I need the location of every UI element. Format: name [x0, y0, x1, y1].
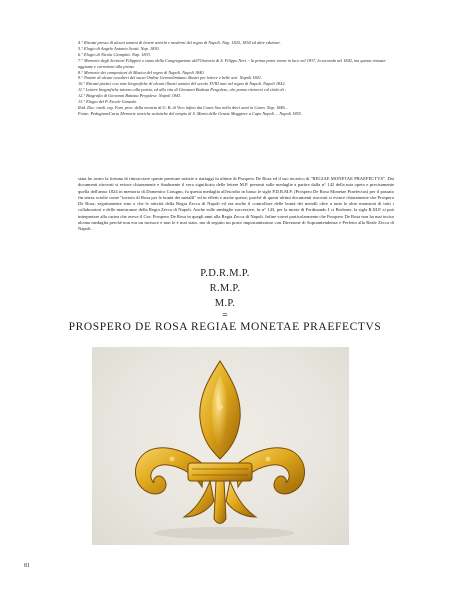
- footnote: Ibid. Doc. inedi. reg. Fam. proc. della moneta di G. B. di Vico infino dai Conte Suo nella dieci anni in Como. Nap. 1846...: [78, 104, 288, 110]
- sigla-line-3: M.P.: [214, 298, 236, 309]
- footnote: 6.° Elogio di Nicola Ciampitti. Nap. 1833.: [78, 51, 151, 57]
- body-paragraph: stata ho avuto la fortuna di rintracciare queste prezione notizie a riattaggi in ultime di Prospero De Rosa ed il suo incarico di "REGIAE MONETAE PRAEFECTVS". Dai documenti ritrovati si evince chiaramente e finalmente il vero significato delle lettere M.P. presenti sulle medaglie a partire dalla n° 142 della mia opera e precisamente quella dell'anno 1824 in memoria di Domenico Cotugno, fu questa medaglia all'esordio in basso le sigle P.D.R.M.P. (Prospero De Rosa Monetae Praefectus) per il passato fin senza sciolte come "incerto di Rosa per le bontà dei metalli" ed in effetti e anche queste, poiché di questi ultimi documenti ritrovati si evince chiaramente che Prospero De Rosa, seguitamente sino a che le attività della Regia Zecca di Napoli ed era anche il controllore delle bontà dei metalli oltre a tutte le altre mansioni di tutti i collaboratori e delle maestranze della Regia Zecca di Napoli. Anche sulle medaglie successive, fu n° 143, per la morte di Ferdinando I ci Borbone, la sigla R.M.P. si può interpretare alla cariea che aveva il Cav. Prospero De Rosa in quegli anni alla Regia Zecca di Napoli. Infine vorrei particolarmente che Prospero De Rosa non ha mai inciso alcuna medaglia perché non era un incisore e non le è mai stato, ma di seguito un posto importantissimo con Direzione di Sopraintendenza e Perfetto alla Reale Zecca di Napoli.: [78, 176, 394, 232]
- footnote: 7.° Memorie degli Scrittori Filippini o siano della Congregazione dell'Oratorio di S. Filippo Neri. - la prima parte venne in luce nel 1837, la seconda nel 1842, ma questa rimaste aggiunte e correzioni alla prima.: [78, 57, 386, 69]
- footnote: 4.° Ritratti presso di alcuni uomini di lettere antichi e moderni del regno di Napoli. Nap. 1825, 1854 ed altre edizioni.: [78, 40, 281, 45]
- sigla-expansion-title: PROSPERO DE ROSA REGIAE MONETAE PRAEFECTVS: [68, 321, 382, 333]
- equals-sign: =: [222, 310, 228, 321]
- footnotes-list: [78, 40, 386, 117]
- sigla-line-1: P.D.R.M.P.: [200, 268, 250, 279]
- footnote: 5.° Elogio di Angelo Antonio Scotti. Nap. 1830.: [78, 45, 160, 51]
- fleur-de-lis-photo: [92, 347, 349, 545]
- footnote: Fonte: Pedagium/Carta Memorie storiche artistiche del tempio di S. Maria delle Grazie Maggiore a Capo Napoli ... Napoli 1855.: [78, 110, 302, 116]
- page-number: 81: [24, 563, 30, 569]
- footnote: 11.° Lettere biografiche intorno alla patria, ed alla vita di Giovanni Battista Pergolese, che ponno ritenersi col titolo di :: [78, 87, 287, 93]
- footnote: 12.° Biografia di Giovanni Battista Pergolese. Napoli 1843.: [78, 93, 182, 99]
- sigla-line-2: R.M.P.: [209, 283, 241, 294]
- footnote: 8.° Memorie dei compositori di Musica del regno di Napoli. Napoli 1840.: [78, 69, 205, 75]
- footnote: 10.° Ritratti poetici con note biografiche di alcuni illustri uomini del secolo XVIII nati nel regno di Napoli. Napoli 1842.: [78, 81, 286, 87]
- footnote: 9.° Notizie di alcuni cavalieri del sacro Ordine Gerosolimitano illustri per lettere e belle arti. Napoli 1841.: [78, 75, 263, 81]
- footnote: 13.° Elogio del P. Ercole Gonzalo.: [78, 99, 138, 105]
- fleur-de-lis-icon: [92, 347, 349, 545]
